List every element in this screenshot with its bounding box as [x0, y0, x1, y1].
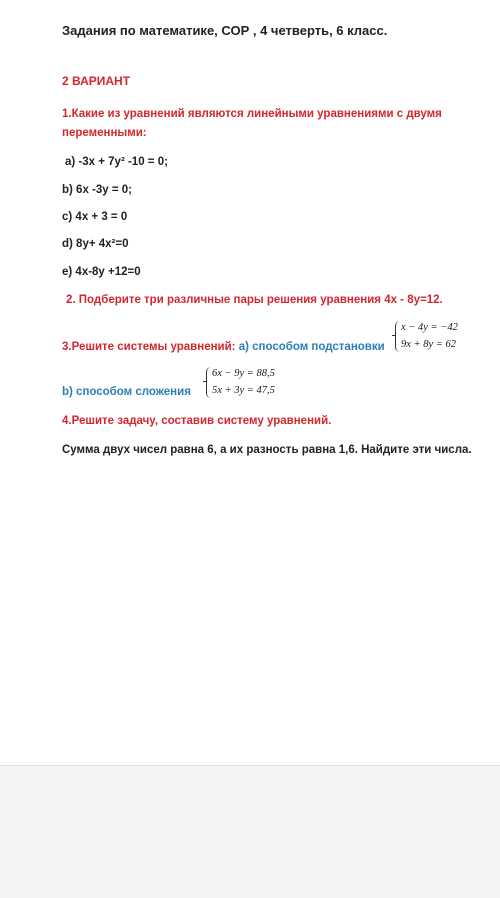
task3-part-a: а) способом подстановки: [238, 341, 385, 353]
task3-line: [62, 341, 385, 353]
task3-part-b: b) способом сложения: [62, 386, 191, 398]
task1-option-c: c) 4х + 3 = 0: [62, 211, 128, 223]
task1-option-b: b) 6х -3у = 0;: [62, 184, 132, 196]
task2-text: 2. Подберите три различные пары решения уравнения 4х - 8у=12.: [66, 294, 443, 306]
task1-question-line2: переменными:: [62, 127, 147, 139]
task1-question-line1: 1.Какие из уравнений являются линейными уравнениями с двумя: [62, 108, 442, 120]
system-b-eq1: 6x − 9y = 88,5: [212, 368, 275, 379]
variant-heading: 2 ВАРИАНТ: [62, 74, 131, 88]
viewer-background: [0, 765, 500, 898]
task3-prefix: 3.Решите системы уравнений:: [62, 341, 236, 353]
task4-text: 4.Решите задачу, составив систему уравнений.: [62, 415, 332, 427]
task1-option-a: а) -3х + 7у² -10 = 0;: [65, 156, 168, 168]
system-a-eq2: 9x + 8y = 62: [401, 339, 456, 350]
task1-option-e: e) 4х-8у +12=0: [62, 266, 141, 278]
task1-option-d: d) 8у+ 4х²=0: [62, 238, 129, 250]
system-b-eq2: 5x + 3y = 47,5: [212, 385, 275, 396]
page-title: Задания по математике, СОР , 4 четверть, 6 класс.: [62, 23, 388, 38]
task4-problem: Сумма двух чисел равна 6, а их разность равна 1,6. Найдите эти числа.: [62, 444, 472, 456]
system-a-eq1: x − 4y = −42: [401, 322, 458, 333]
